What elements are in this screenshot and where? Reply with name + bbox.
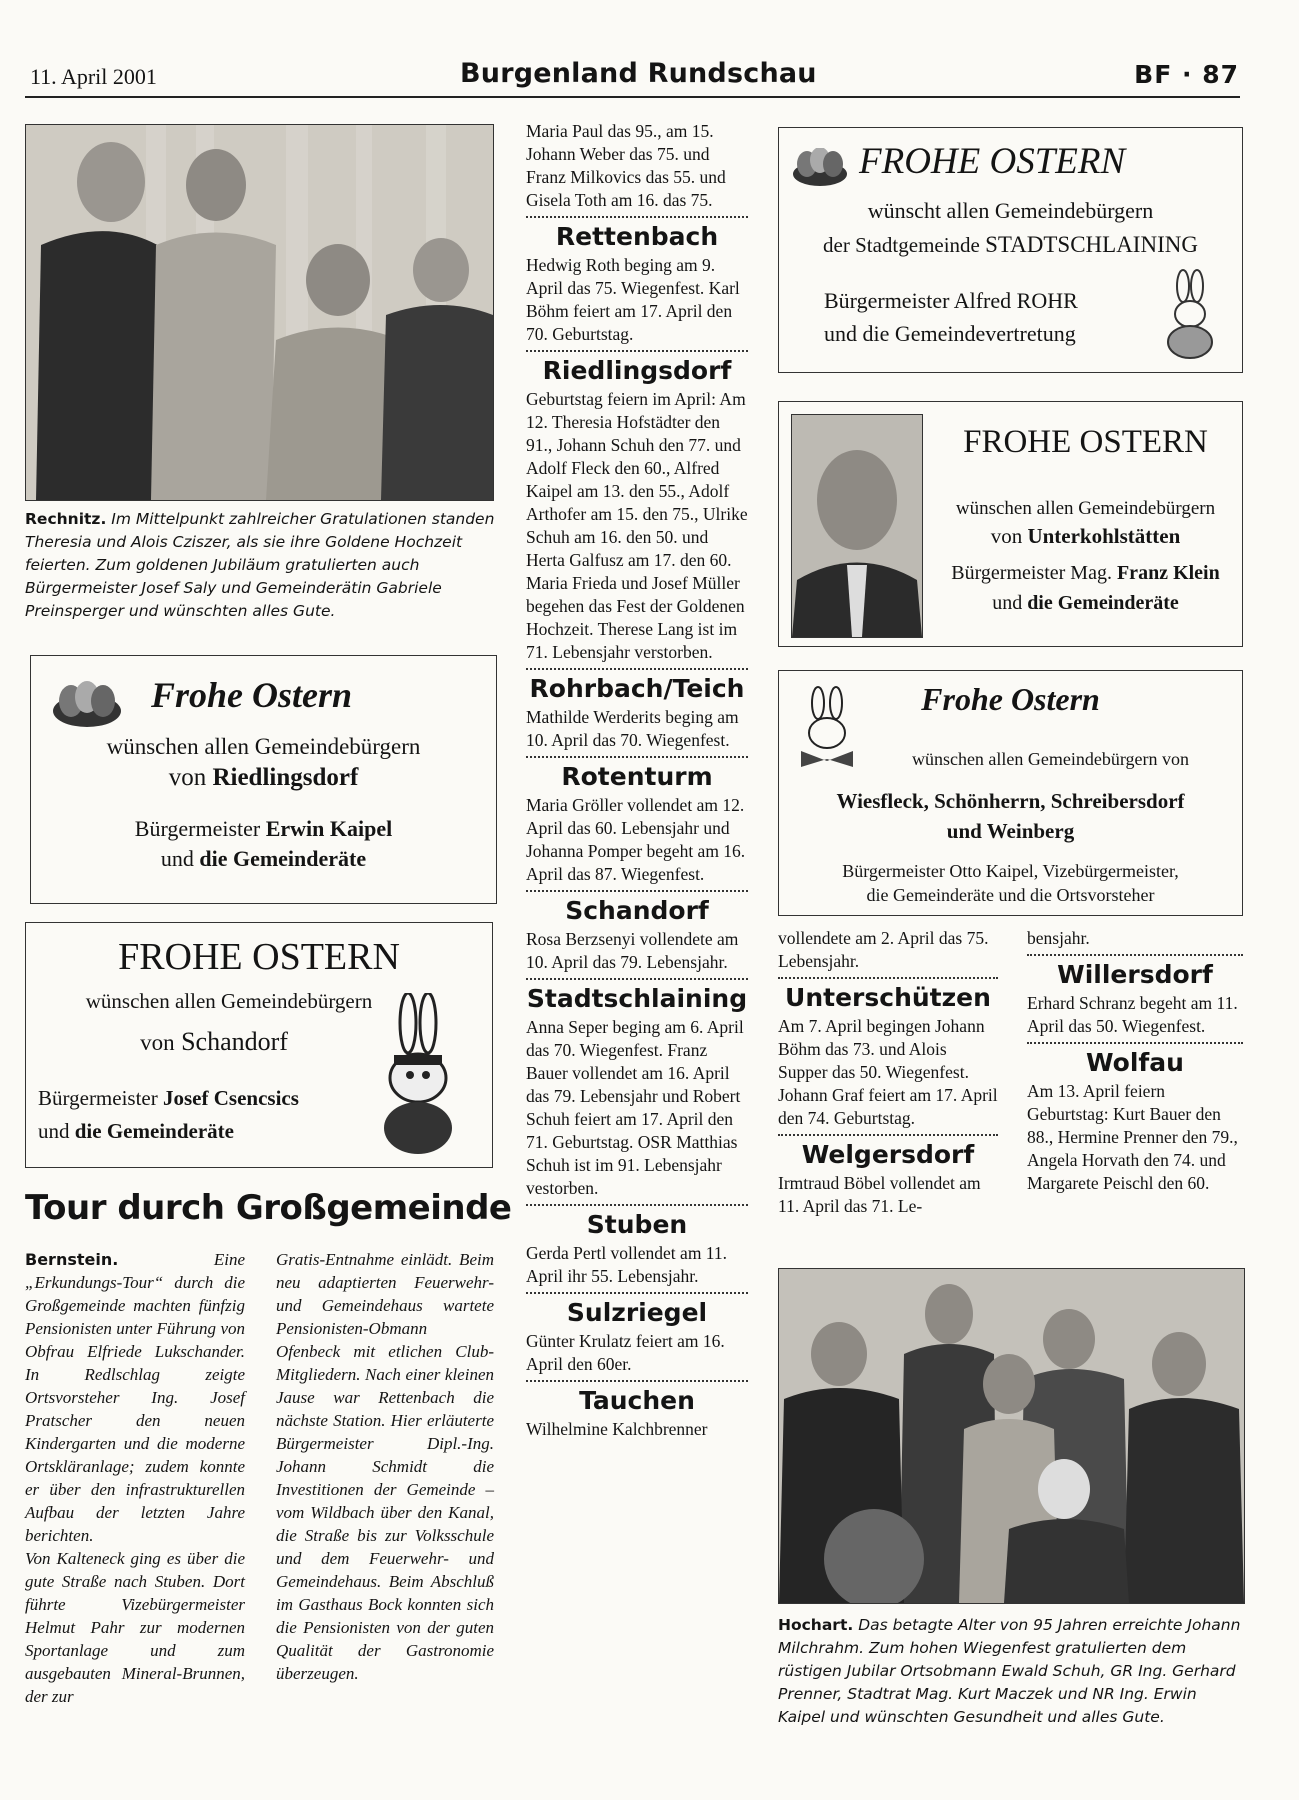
section-divider	[778, 1134, 998, 1136]
town-news-text: Wilhelmine Kalchbrenner	[526, 1419, 708, 1439]
ad-line3: Bürgermeister Alfred ROHR	[824, 288, 1078, 313]
section-divider	[526, 668, 748, 670]
ad-title: Frohe Ostern	[151, 675, 353, 715]
caption-text: Das betagte Alter von 95 Jahren erreichte Johann Milchrahm. Zum hohen Wiegenfest gratulierten dem rüstigen Jubilar Ortsobmann Ewald Schuh, GR Ing. Gerhard Prenner, Stadtrat Mag. Kurt Maczek und NR Ing. Erwin Kaipel und wünschten Gesundheit und alles Gute.	[778, 1616, 1241, 1726]
ad-line1: wünschen allen Gemeindebürgern	[955, 498, 1216, 519]
ad-line4: die Gemeinderäte und die Ortsvorsteher	[866, 885, 1155, 905]
town-heading: Sulzriegel	[566, 1298, 708, 1327]
town-news-text: Geburtstag feiern im April: Am 12. Theresia Hofstädter den 91., Johann Schuh den 77. und Adolf Fleck den 60., Alfred Kaipel am 13. den 55., Adolf Arthofer am 15. den 75., Ulrike Schuh am 16. den 50. und Herta Galfusz am 17. den 60. Maria Frieda und Josef Müller begehen das Fest der Goldenen Hochzeit. Therese Lang ist im 71. Lebensjahr verstorben.	[526, 389, 748, 662]
right-b-intro: bensjahr.	[1027, 928, 1090, 948]
right-column-a	[778, 927, 998, 1218]
section-divider	[526, 216, 748, 218]
section-divider	[526, 1204, 748, 1206]
header-rule	[25, 96, 1240, 98]
ad-line4-prefix: und	[38, 1119, 70, 1143]
ad-council: die Gemeinderäte	[1027, 592, 1179, 614]
section-divider	[1027, 954, 1243, 956]
caption-place: Rechnitz.	[25, 510, 107, 528]
easter-eggs-icon	[51, 681, 123, 734]
caption-rechnitz	[25, 508, 495, 623]
ad-line1: wünschen allen Gemeindebürgern	[85, 989, 373, 1013]
town-heading: Willersdorf	[1057, 960, 1213, 989]
newspaper-title: Burgenland Rundschau	[460, 58, 817, 89]
town-news-text: Rosa Berzsenyi vollendete am 10. April das 79. Lebensjahr.	[526, 929, 739, 972]
photo-mayor-klein	[791, 414, 923, 638]
right-a-intro: vollendete am 2. April das 75. Lebensjahr.	[778, 928, 989, 971]
ad-line1: wünscht allen Gemeindebürgern	[867, 198, 1154, 223]
ad-wiesfleck	[778, 670, 1243, 916]
ad-mayor: Franz Klein	[1116, 562, 1220, 584]
ad-title: Frohe Ostern	[921, 681, 1100, 717]
ad-line4-prefix: und	[992, 592, 1023, 614]
town-heading: Tauchen	[579, 1386, 695, 1415]
ad-council: die Gemeinderäte	[74, 1119, 234, 1143]
section-divider	[1027, 1042, 1243, 1044]
section-divider	[526, 1380, 748, 1382]
town-heading: Rettenbach	[555, 222, 719, 251]
town-news-text: Gerda Pertl vollendet am 11. April ihr 55. Lebensjahr.	[526, 1243, 728, 1286]
ad-title: FROHE OSTERN	[963, 424, 1208, 460]
ad-riedlingsdorf	[30, 655, 497, 904]
ad-line2-prefix: von	[990, 524, 1023, 548]
ad-line3-prefix: Bürgermeister Mag.	[951, 562, 1112, 584]
middle-intro: Maria Paul das 95., am 15. Johann Weber das 75. und Franz Milkovics das 55. und Gisela Toth am 16. das 75.	[526, 121, 726, 210]
section-divider	[778, 977, 998, 979]
section-divider	[526, 978, 748, 980]
easter-eggs-icon	[791, 148, 849, 191]
story-text-1: Eine „Erkundungs-Tour“ durch die Großgemeinde machten fünfzig Pensionisten unter Führung von Obfrau Elfriede Lukschander. In Redlschlag zeigte Ortsvorsteher Ing. Josef Pratscher den neuen Kindergarten und die moderne Ortskläranlage; zudem konnte er über den infrastrukturellen Aufbau der letzten Jahre berichten.	[25, 1250, 245, 1545]
story-headline: Tour durch Großgemeinde	[25, 1188, 512, 1228]
story-text-1b: Von Kalteneck ging es über die gute Straße nach Stuben. Dort führte Vizebürgermeister Helmut Pahr zur modernen Sportanlage und zum ausgebauten Mineral-Brunnen, der zur	[25, 1549, 245, 1706]
section-divider	[526, 756, 748, 758]
caption-place: Hochart.	[778, 1616, 854, 1634]
caption-hochart	[778, 1614, 1246, 1729]
ad-place: STADTSCHLAINING	[985, 232, 1198, 257]
town-heading: Wolfau	[1086, 1048, 1184, 1077]
town-heading: Stuben	[586, 1210, 688, 1239]
ad-places-1: Wiesfleck, Schönherrn, Schreibersdorf	[836, 789, 1185, 813]
town-heading: Stadtschlaining	[526, 984, 748, 1013]
town-heading: Unterschützen	[785, 983, 991, 1012]
ad-line3-prefix: Bürgermeister	[38, 1086, 158, 1110]
caption-text: Im Mittelpunkt zahlreicher Gratulationen standen Theresia und Alois Cziszer, als sie ihre Goldene Hochzeit feierten. Zum goldenen Jubiläum gratulierten auch Bürgermeister Josef Saly und Gemeinderätin Gabriele Preinsperger und wünschten alles Gute.	[25, 510, 495, 620]
story-column-1	[25, 1248, 245, 1708]
photo-hochart	[778, 1268, 1245, 1604]
town-heading: Welgersdorf	[801, 1140, 975, 1169]
ad-mayor: Josef Csencsics	[163, 1086, 299, 1110]
ad-place: Unterkohlstätten	[1027, 524, 1181, 548]
section-divider	[526, 890, 748, 892]
town-heading: Rohrbach/Teich	[529, 674, 745, 703]
town-news-text: Am 13. April feiern Geburtstag: Kurt Bauer den 88., Hermine Prenner den 79., Angela Horvath den 74. und Margarete Peischl den 60.	[1027, 1081, 1238, 1193]
ad-line1: wünschen allen Gemeindebürgern von	[911, 749, 1190, 769]
easter-bunny-icon	[366, 993, 476, 1163]
ad-line4: und die Gemeindevertretung	[824, 321, 1076, 346]
page-number: BF · 87	[1134, 60, 1239, 89]
photo-rechnitz	[25, 124, 494, 501]
ad-line3: Bürgermeister Otto Kaipel, Vizebürgermeister,	[842, 861, 1179, 881]
town-news-text: Maria Gröller vollendet am 12. April das 60. Lebensjahr und Johanna Pomper begeht am 16. April das 87. Wiegenfest.	[526, 795, 746, 884]
easter-bunny-icon	[1157, 268, 1223, 367]
ad-title: FROHE OSTERN	[118, 936, 400, 978]
town-heading: Riedlingsdorf	[542, 356, 732, 385]
ad-council: die Gemeinderäte	[199, 846, 367, 871]
town-news-text: Günter Krulatz feiert am 16. April den 60er.	[526, 1331, 725, 1374]
ad-stadtschlaining	[778, 127, 1243, 373]
town-heading: Schandorf	[565, 896, 709, 925]
ad-line2-prefix: von	[140, 1030, 175, 1055]
town-news-text: Mathilde Werderits beging am 10. April das 70. Wiegenfest.	[526, 707, 739, 750]
town-news-text: Hedwig Roth beging am 9. April das 75. Wiegenfest. Karl Böhm feiert am 17. April den 70. Geburtstag.	[526, 255, 740, 344]
ad-place: Schandorf	[181, 1027, 288, 1056]
ad-title: FROHE OSTERN	[859, 141, 1126, 182]
ad-schandorf	[25, 922, 493, 1168]
town-news-text: Irmtraud Böbel vollendet am 11. April das 71. Le-	[778, 1173, 981, 1216]
right-column-b	[1027, 927, 1243, 1195]
middle-column	[526, 120, 748, 1441]
ad-unterkohlstaetten	[778, 401, 1243, 647]
ad-line4-prefix: und	[160, 846, 194, 871]
ad-mayor: Erwin Kaipel	[265, 816, 393, 841]
section-divider	[526, 1292, 748, 1294]
town-news-text: Erhard Schranz begeht am 11. April das 50. Wiegenfest.	[1027, 993, 1238, 1036]
section-divider	[526, 350, 748, 352]
ad-line2-prefix: von	[168, 764, 207, 791]
story-place: Bernstein.	[25, 1250, 119, 1269]
story-column-2	[276, 1248, 494, 1685]
story-text-2: Gratis-Entnahme einlädt. Beim neu adaptierten Feuerwehr- und Gemeindehaus wartete Pensionisten-Obmann Ofenbeck mit etlichen Club-Mitgliedern. Nach einer kleinen Jause war Rettenbach die nächste Station. Hier erläuterte Bürgermeister Dipl.-Ing. Johann Schmidt die Investitionen der Gemeinde – vom Wildbach über den Kanal, die Straße bis zur Volksschule und dem Feuerwehr- und Gemeindehaus. Beim Abschluß im Gasthaus Bock konnten sich die Pensionisten von der guten Qualität der Gastronomie überzeugen.	[276, 1250, 494, 1683]
ad-place: Riedlingsdorf	[212, 764, 359, 791]
town-news-text: Anna Seper beging am 6. April das 70. Wiegenfest. Franz Bauer vollendet am 16. April das 79. Lebensjahr und Robert Schuh feiert am 17. April den 71. Geburtstag. OSR Matthias Schuh ist im 91. Lebensjahr vestorben.	[526, 1017, 744, 1198]
town-news-text: Am 7. April begingen Johann Böhm das 73. und Alois Supper das 50. Wiegenfest. Johann Graf feiert am 17. April den 74. Geburtstag.	[778, 1016, 998, 1128]
ad-line2-prefix: der Stadtgemeinde	[823, 233, 980, 257]
issue-date: 11. April 2001	[30, 64, 157, 89]
town-heading: Rotenturm	[561, 762, 713, 791]
ad-line3-prefix: Bürgermeister	[134, 816, 261, 841]
ad-places-2: und Weinberg	[946, 819, 1075, 843]
ad-line1: wünschen allen Gemeindebürgern	[106, 734, 421, 759]
